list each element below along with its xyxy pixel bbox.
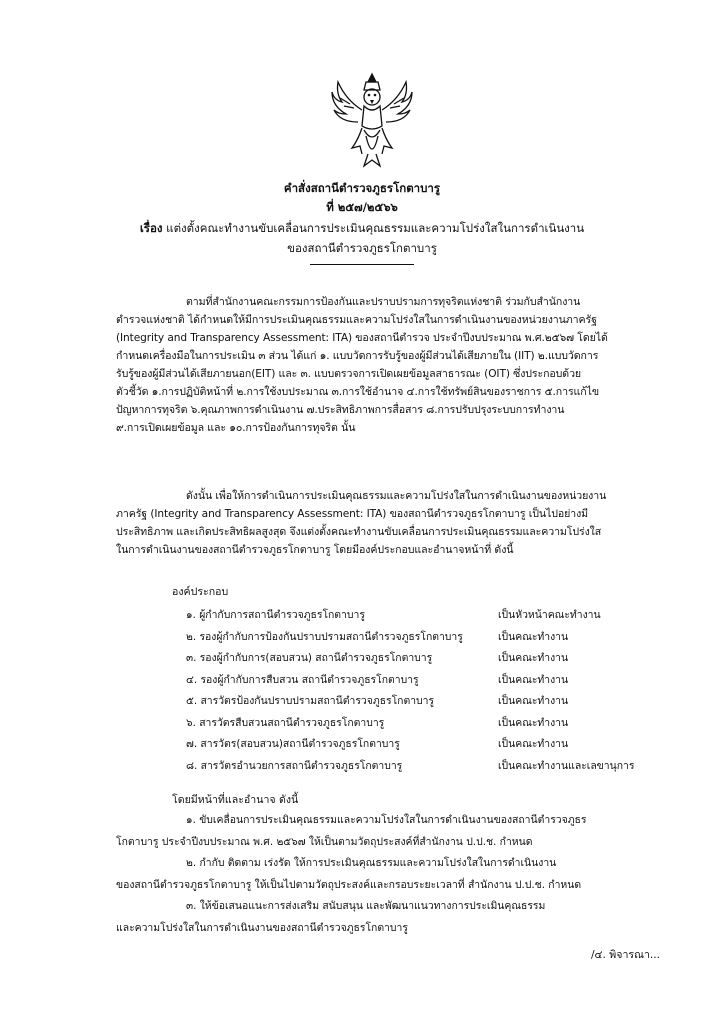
- order-subject-line2: ของสถานีตำรวจภูธรโกตาบารู: [287, 241, 437, 255]
- list-item: [186, 712, 656, 734]
- duty-line: ๒. กำกับ ติดตาม เร่งรัด ให้การประเมินคุณธรรมและความโปร่งใสในการดำเนินงาน: [186, 857, 557, 869]
- paragraph-appointment: [116, 487, 676, 559]
- paragraph-line: รับรู้ของผู้มีส่วนได้เสียภายนอก(EIT) และ ๓. แบบตรวจการเปิดเผยข้อมูลสาธารณะ (OIT) ซึ่งประกอบด้วย: [116, 368, 582, 380]
- member-name: ๔. รองผู้กำกับการสืบสวน สถานีตำรวจภูธรโกตาบารู: [186, 673, 419, 686]
- paragraph-line: กำหนดเครื่องมือในการประเมิน ๓ ส่วน ได้แก่ ๑. แบบวัดการรับรู้ของผู้มีส่วนได้เสียภายใน (IIT) ๒.แบบวัดการ: [116, 350, 599, 362]
- member-role: เป็นคณะทำงานและเลขานุการ: [498, 759, 635, 772]
- order-subject: [0, 220, 724, 237]
- paragraph-line: ๙.การเปิดเผยข้อมูล และ ๑๐.การป้องกันการทุจริต นั้น: [116, 422, 356, 434]
- duty-line: ๑. ขับเคลื่อนการประเมินคุณธรรมและความโปร่งใสในการดำเนินงานของสถานีตำรวจภูธร: [186, 814, 587, 826]
- member-role: เป็นคณะทำงาน: [498, 630, 569, 643]
- garuda-emblem-icon: [328, 70, 416, 170]
- paragraph-line: ตามที่สำนักงานคณะกรรมการป้องกันและปราบปรามการทุจริตแห่งชาติ ร่วมกับสำนักงาน: [186, 296, 581, 308]
- duty-line: ของสถานีตำรวจภูธรโกตาบารู ให้เป็นไปตามวัตถุประสงค์และกรอบระยะเวลาที่ สำนักงาน ป.ป.ช. กำหนด: [116, 878, 582, 891]
- list-item: [186, 669, 656, 691]
- continued-marker: /๔. พิจารณา...: [590, 949, 660, 961]
- list-item: [186, 733, 656, 755]
- list-item: [186, 647, 656, 669]
- paragraph-line: ภาครัฐ (Integrity and Transparency Assessment: ITA) ของสถานีตำรวจภูธรโกตาบารู เป็นไปอย่างมี: [116, 508, 589, 520]
- list-item: [186, 690, 656, 712]
- list-item: [186, 755, 656, 777]
- paragraph-line: ปัญหาการทุจริต ๖.คุณภาพการดำเนินงาน ๗.ประสิทธิภาพการสื่อสาร ๘.การปรับปรุงระบบการทำงาน: [116, 404, 565, 416]
- order-title: คำสั่งสถานีตำรวจภูธรโกตาบารู: [283, 181, 441, 195]
- paragraph-line: ตำรวจแห่งชาติ ได้กำหนดให้มีการประเมินคุณธรรมและความโปร่งใสในการดำเนินงานของหน่วยงานภาครัฐ: [116, 314, 597, 326]
- member-name: ๒. รองผู้กำกับการป้องกันปราบปรามสถานีตำรวจภูธรโกตาบารู: [186, 630, 463, 643]
- member-name: ๗. สารวัตร(สอบสวน)สถานีตำรวจภูธรโกตาบารู: [186, 738, 400, 751]
- composition-title: องค์ประกอบ: [172, 586, 229, 598]
- subject-label: เรื่อง: [139, 221, 163, 235]
- paragraph-line: ในการดำเนินงานของสถานีตำรวจภูธรโกตาบารู โดยมีองค์ประกอบและอำนาจหน้าที่ ดังนี้: [116, 544, 514, 556]
- member-name: ๘. สารวัตรอำนวยการสถานีตำรวจภูธรโกตาบารู: [186, 759, 403, 772]
- paragraph-line: ตัวชี้วัด ๑.การปฏิบัติหน้าที่ ๒.การใช้งบประมาณ ๓.การใช้อำนาจ ๔.การใช้ทรัพย์สินของราชการ ๕.การแก้ไข: [116, 386, 599, 398]
- list-item: [186, 604, 656, 626]
- order-number: ที่ ๒๕๗/๒๕๖๖: [326, 200, 398, 214]
- member-name: ๓. รองผู้กำกับการ(สอบสวน) สถานีตำรวจภูธรโกตาบารู: [186, 652, 433, 665]
- member-role: เป็นคณะทำงาน: [498, 695, 569, 708]
- paragraph-line: ประสิทธิภาพ และเกิดประสิทธิผลสูงสุด จึงแต่งตั้งคณะทำงานขับเคลื่อนการประเมินคุณธรรมและความโปร่งใส: [116, 526, 602, 538]
- duties-title: โดยมีหน้าที่และอำนาจ ดังนี้: [172, 794, 299, 806]
- member-role: เป็นหัวหน้าคณะทำงาน: [498, 609, 601, 622]
- paragraph-line: (Integrity and Transparency Assessment: ITA) ของสถานีตำรวจ ประจำปีงบประมาณ พ.ศ.๒๕๖๗ โดยได้: [116, 332, 608, 344]
- member-name: ๕. สารวัตรป้องกันปราบปรามสถานีตำรวจภูธรโกตาบารู: [186, 695, 435, 708]
- duty-line: ๓. ให้ข้อเสนอแนะการส่งเสริม สนับสนุน และพัฒนาแนวทางการประเมินคุณธรรม: [186, 900, 546, 912]
- duty-line: โกตาบารู ประจำปีงบประมาณ พ.ศ. ๒๕๖๗ ให้เป็นตามวัตถุประสงค์ที่สำนักงาน ป.ป.ช. กำหนด: [116, 835, 533, 848]
- member-name: ๖. สารวัตรสืบสวนสถานีตำรวจภูธรโกตาบารู: [186, 716, 385, 729]
- paragraph-background: [116, 293, 676, 437]
- duties-list: [116, 810, 676, 939]
- member-role: เป็นคณะทำงาน: [498, 673, 569, 686]
- list-item: [186, 626, 656, 648]
- member-role: เป็นคณะทำงาน: [498, 652, 569, 665]
- title-divider: [310, 264, 414, 265]
- member-role: เป็นคณะทำงาน: [498, 738, 569, 751]
- member-role: เป็นคณะทำงาน: [498, 716, 569, 729]
- duty-line: และความโปร่งใสในการดำเนินงานของสถานีตำรวจภูธรโกตาบารู: [116, 921, 408, 934]
- member-list: [186, 604, 656, 776]
- subject-text: แต่งตั้งคณะทำงานขับเคลื่อนการประเมินคุณธรรมและความโปร่งใสในการดำเนินงาน: [162, 221, 585, 235]
- paragraph-line: ดังนั้น เพื่อให้การดำเนินการประเมินคุณธรรมและความโปร่งใสในการดำเนินงานของหน่วยงาน: [186, 490, 607, 502]
- member-name: ๑. ผู้กำกับการสถานีตำรวจภูธรโกตาบารู: [186, 609, 365, 622]
